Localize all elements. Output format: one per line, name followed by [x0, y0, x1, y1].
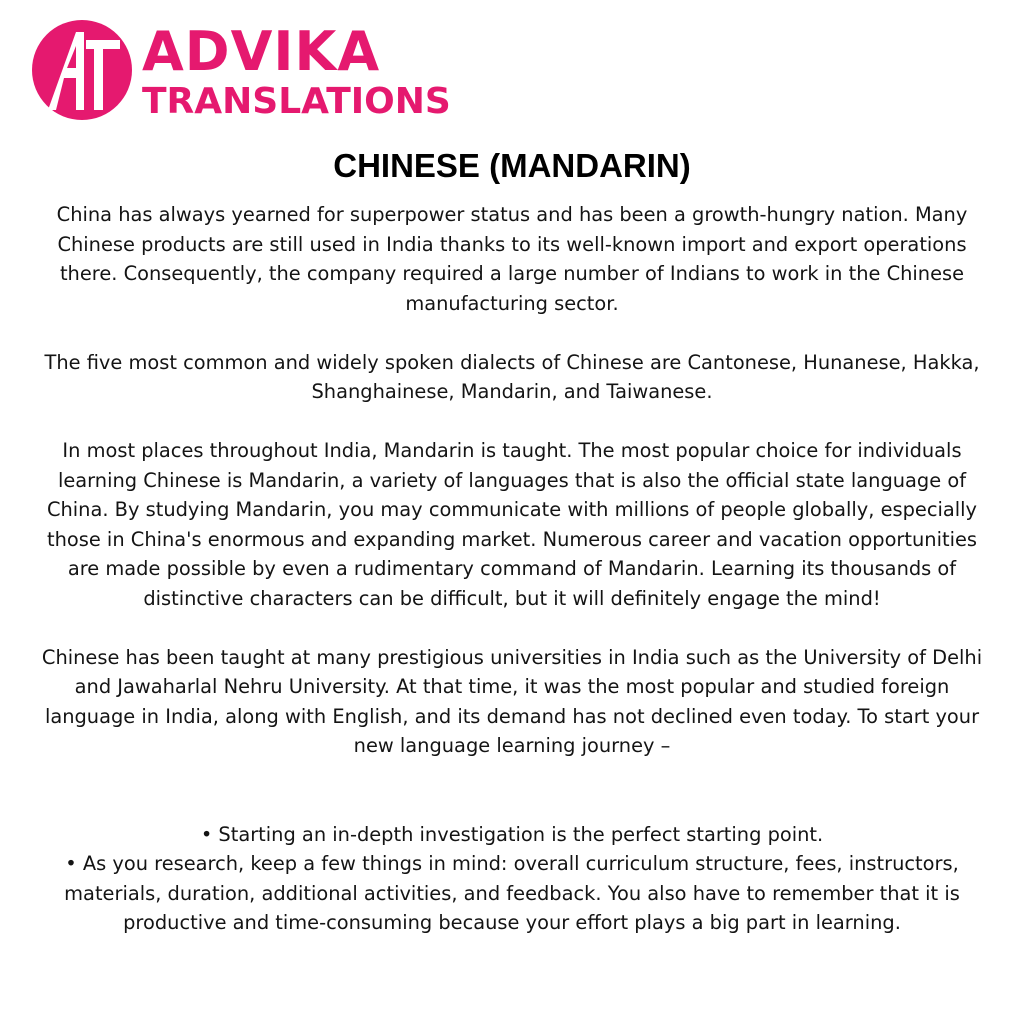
advika-translations-logo	[30, 18, 470, 123]
paragraph-dialects: The five most common and widely spoken dialects of Chinese are Cantonese, Hunanese, Hakka, Shanghainese, Mandarin, and Taiwanese.	[44, 350, 980, 403]
article-body	[40, 200, 984, 938]
page-title: CHINESE (MANDARIN)	[333, 147, 691, 184]
list-item: • As you research, keep a few things in mind: overall curriculum structure, fees, instructors, materials, duration, additional activities, and feedback. You also have to remember that it is productive and time-consuming because your effort plays a big part in learning.	[64, 852, 960, 934]
bullet-list	[40, 820, 984, 938]
paragraph-intro: China has always yearned for superpower status and has been a growth-hungry nation. Many Chinese products are still used in India thanks to its well-known import and export operations there. Consequently, the company required a large number of Indians to work in the Chinese manufacturing sector.	[56, 203, 968, 315]
paragraph-mandarin: In most places throughout India, Mandarin is taught. The most popular choice for individuals learning Chinese is Mandarin, a variety of languages that is also the official state language of China. By studying Mandarin, you may communicate with millions of people globally, especially those in China's enormous and expanding market. Numerous career and vacation opportunities are made possible by even a rudimentary command of Mandarin. Learning its thousands of distinctive characters can be difficult, but it will definitely engage the mind!	[46, 439, 978, 610]
advika-logo-mark-icon	[30, 18, 135, 123]
brand-name-line2: TRANSLATIONS	[142, 81, 451, 122]
brand-name-line1: ADVIKA	[142, 20, 381, 83]
paragraph-universities: Chinese has been taught at many prestigious universities in India such as the University of Delhi and Jawaharlal Nehru University. At that time, it was the most popular and studied foreign language in India, along with English, and its demand has not declined even today. To start your new language learning journey –	[41, 645, 983, 757]
list-item: • Starting an in-depth investigation is the perfect starting point.	[200, 822, 824, 846]
